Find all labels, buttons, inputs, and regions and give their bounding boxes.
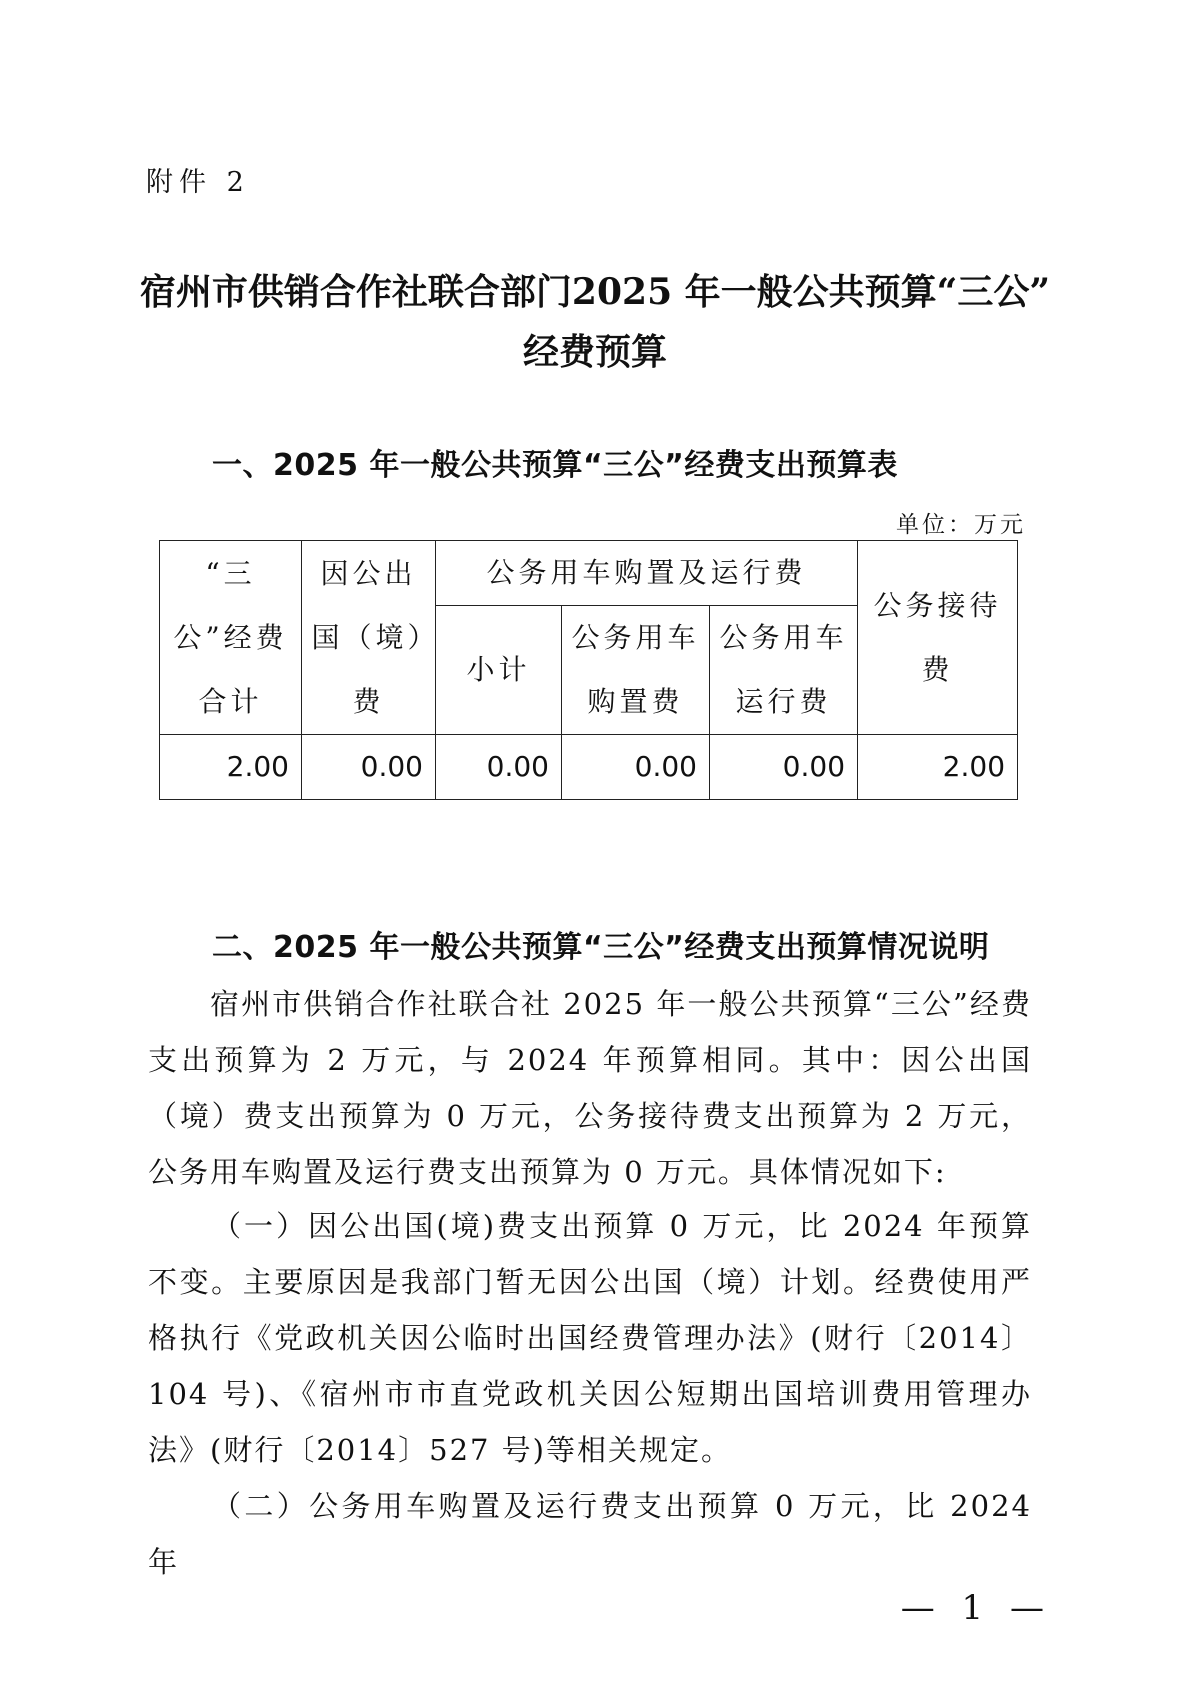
table-row [160,735,1018,800]
document-title-line2: 经费预算 [522,331,667,373]
table-header-row-1 [160,541,1018,606]
cell-abroad: 0.00 [302,735,436,800]
cell-reception: 2.00 [858,735,1018,800]
page-number: — 1 — [900,1588,1052,1628]
section2-heading: 二、2025 年一般公共预算“三公”经费支出预算情况说明 [212,930,990,965]
section1-heading: 一、2025 年一般公共预算“三公”经费支出预算表 [212,448,898,483]
header-subtotal: 小计 [436,606,562,735]
header-vehicle-group: 公务用车购置及运行费 [436,541,858,606]
header-abroad: 因公出国（境）费 [302,541,436,735]
paragraph-vehicle: （二）公务用车购置及运行费支出预算 0 万元，比 2024 年 [148,1489,1032,1579]
document-title-line1: 宿州市供销合作社联合部门2025 年一般公共预算“三公” [139,271,1051,313]
unit-label: 单位：万元 [896,512,1026,538]
paragraph-abroad: （一）因公出国(境)费支出预算 0 万元，比 2024 年预算不变。主要原因是我部门暂无因公出国（境）计划。经费使用严格执行《党政机关因公临时出国经费管理办法》(财行〔2014〕104 号)、《宿州市市直党政机关因公短期出国培训费用管理办法》(财行〔2014〕527 号)等相关规定。 [148,1209,1032,1467]
cell-total: 2.00 [160,735,302,800]
cell-purchase: 0.00 [562,735,710,800]
attachment-label: 附件 2 [146,167,250,198]
header-total: “三公”经费合计 [160,541,302,735]
cell-operation: 0.00 [710,735,858,800]
cell-subtotal: 0.00 [436,735,562,800]
paragraph-summary: 宿州市供销合作社联合社 2025 年一般公共预算“三公”经费支出预算为 2 万元，与 2024 年预算相同。其中：因公出国（境）费支出预算为 0 万元，公务接待费支出预算为 2 万元，公务用车购置及运行费支出预算为 0 万元。具体情况如下: [148,987,1032,1189]
header-purchase: 公务用车购置费 [562,606,710,735]
budget-table [159,540,1018,800]
header-reception: 公务接待费 [858,541,1018,735]
header-operation: 公务用车运行费 [710,606,858,735]
